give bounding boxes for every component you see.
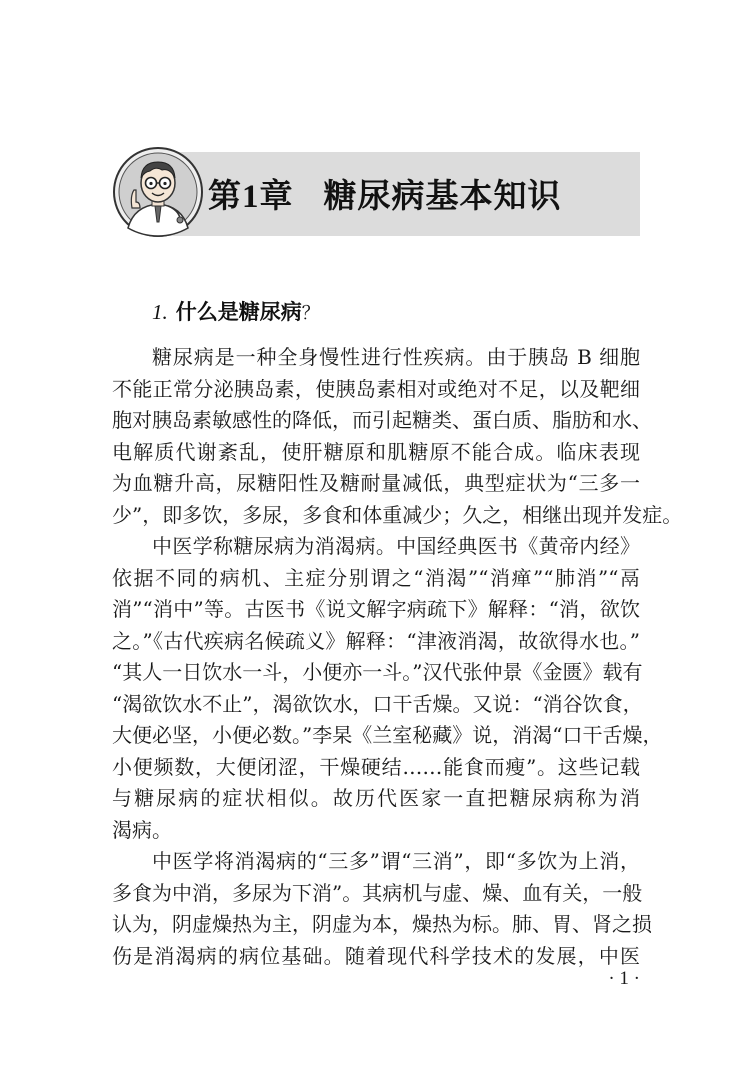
paragraph-line: 为血糖升高，尿糖阳性及糖耐量减低，典型症状为“三多一 <box>112 471 640 495</box>
chapter-title <box>208 168 562 224</box>
doctor-avatar-icon <box>112 146 204 238</box>
paragraph-line: 渴病。 <box>112 817 172 842</box>
paragraph-line: 胞对胰岛素敏感性的降低，而引起糖类、蛋白质、脂肪和水、 <box>112 408 652 432</box>
paragraph-line: 伤是消渴病的病位基础。随着现代科学技术的发展，中医 <box>112 943 640 968</box>
paragraph-line: 少”，即多饮，多尿，多食和体重减少；久之，相继出现并发症。 <box>112 502 683 527</box>
paragraph-line: 依据不同的病机、主症分别谓之“消渴”“消瘅”“肺消”“鬲 <box>112 565 640 590</box>
paragraph-line: “渴欲饮水不止”，渴欲饮水，口干舌燥。又说：“消谷饮食， <box>112 691 643 716</box>
paragraph-line: 大便必坚，小便必数。”李杲《兰室秘藏》说，消渴“口干舌燥， <box>112 723 663 747</box>
body-text <box>112 342 683 972</box>
paragraph-line: 认为，阴虚燥热为主，阴虚为本，燥热为标。肺、胃、肾之损 <box>112 912 652 936</box>
section-heading <box>152 296 320 326</box>
page-number: · 1 · <box>608 968 640 989</box>
section-title: 什么是糖尿病 <box>175 300 302 324</box>
section-index: 1. <box>152 300 168 324</box>
paragraph-line: 电解质代谢紊乱，使肝糖原和肌糖原不能合成。临床表现 <box>112 439 640 464</box>
section-question-mark: ？ <box>301 303 320 324</box>
paragraph-line: 糖尿病是一种全身慢性进行性疾病。由于胰岛 B 细胞 <box>152 345 640 369</box>
paragraph-line: 不能正常分泌胰岛素，使胰岛素相对或绝对不足，以及靶细 <box>112 376 640 401</box>
chapter-number: 第1章 <box>208 179 294 215</box>
paragraph-line: 中医学将消渴病的“三多”谓“三消”，即“多饮为上消， <box>152 849 640 873</box>
paragraph-line: 消”“消中”等。古医书《说文解字病疏下》解释：“消，欲饮 <box>112 597 640 621</box>
paragraph-line: 多食为中消，多尿为下消”。其病机与虚、燥、血有关，一般 <box>112 880 643 905</box>
paragraph-line: 中医学称糖尿病为消渴病。中国经典医书《黄帝内经》 <box>152 534 640 558</box>
paragraph-line: “其人一日饮水一斗，小便亦一斗。”汉代张仲景《金匮》载有 <box>112 660 643 684</box>
paragraph-line: 之。”《古代疾病名候疏义》解释：“津液消渴，故欲得水也。” <box>112 628 640 653</box>
paragraph-line: 与糖尿病的症状相似。故历代医家一直把糖尿病称为消 <box>112 786 640 810</box>
paragraph-line: 小便频数，大便闭涩，干燥硬结……能食而瘦”。这些记载 <box>112 754 640 779</box>
chapter-title-text: 糖尿病基本知识 <box>323 176 562 215</box>
